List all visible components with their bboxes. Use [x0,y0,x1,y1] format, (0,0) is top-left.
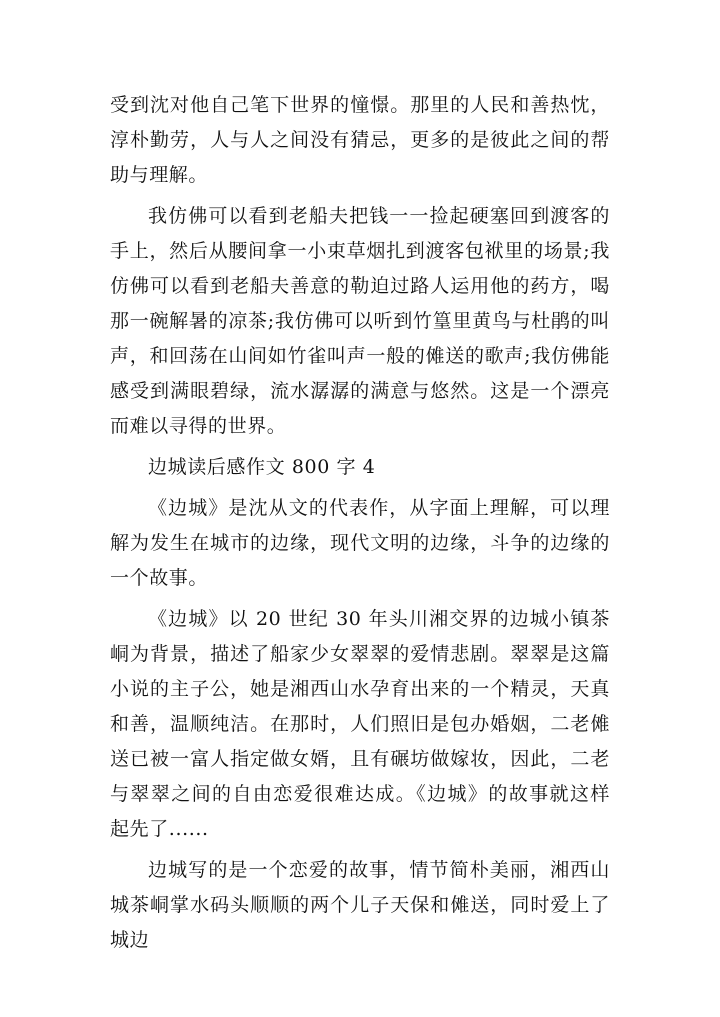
paragraph: 《边城》是沈从文的代表作，从字面上理解，可以理解为发生在城市的边缘，现代文明的边缘，斗争的边缘的一个故事。 [110,497,610,589]
section-heading: 边城读后感作文 800 字 4 [148,456,376,478]
paragraph: 《边城》以 20 世纪 30 年头川湘交界的边城小镇茶峒为背景，描述了船家少女翠翠的爱情悲剧。翠翠是这篇小说的主子公，她是湘西山水孕育出来的一个精灵，天真和善，温顺纯洁。在那时，人们照旧是包办婚姻，二老傩送已被一富人指定做女婿，且有碾坊做嫁妆，因此，二老与翠翠之间的自由恋爱很难达成。《边城》的故事就这样起先了...... [110,608,610,840]
paragraph: 边城写的是一个恋爱的故事，情节简朴美丽，湘西山城茶峒掌水码头顺顺的两个儿子天保和傩送，同时爱上了城边 [110,859,610,951]
document-body [110,88,610,964]
paragraph: 我仿佛可以看到老船夫把钱一一捡起硬塞回到渡客的手上，然后从腰间拿一小束草烟扎到渡客包袱里的场景;我仿佛可以看到老船夫善意的勒迫过路人运用他的药方，喝那一碗解暑的凉茶;我仿佛可以听到竹篁里黄鸟与杜鹃的叫声，和回荡在山间如竹雀叫声一般的傩送的歌声;我仿佛能感受到满眼碧绿，流水潺潺的满意与悠然。这是一个漂亮而难以寻得的世界。 [110,205,610,437]
paragraph: 受到沈对他自己笔下世界的憧憬。那里的人民和善热忱，淳朴勤劳，人与人之间没有猜忌，更多的是彼此之间的帮助与理解。 [110,94,610,186]
